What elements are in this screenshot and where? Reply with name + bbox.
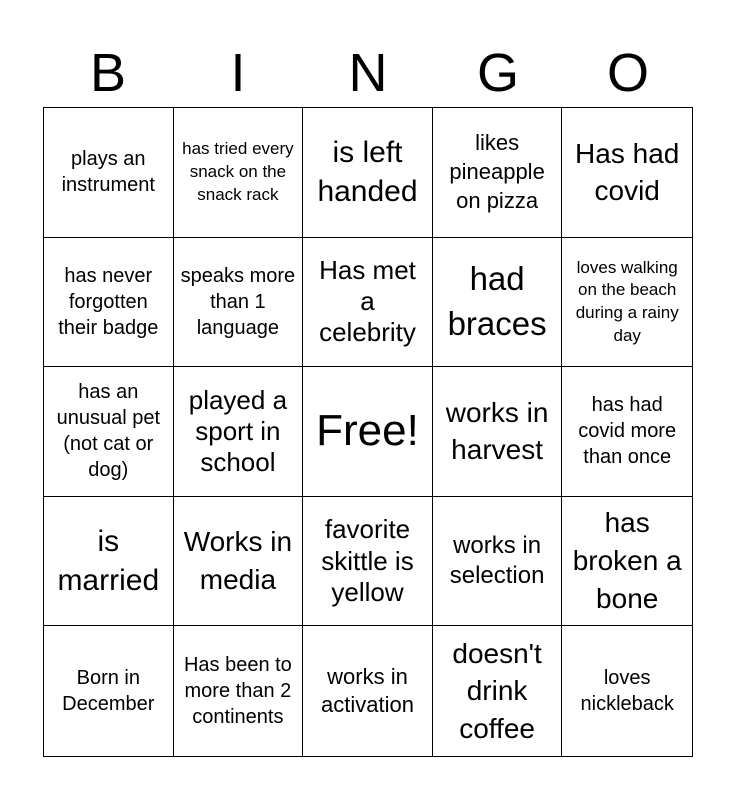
square-text: Has been to more than 2 continents bbox=[183, 654, 292, 729]
square-text: played a sport in school bbox=[188, 384, 288, 478]
bingo-card bbox=[43, 107, 693, 757]
square-text: likes pineapple on pizza bbox=[449, 130, 545, 213]
bingo-square[interactable] bbox=[562, 367, 692, 497]
square-text: Has had covid bbox=[575, 137, 680, 207]
square-text: loves walking on the beach during a rainy day bbox=[575, 257, 679, 345]
square-text: works in activation bbox=[321, 663, 414, 718]
bingo-square[interactable] bbox=[174, 108, 304, 238]
bingo-square[interactable] bbox=[562, 238, 692, 368]
bingo-square[interactable] bbox=[44, 108, 174, 238]
square-text: has an unusual pet (not cat or dog) bbox=[56, 381, 160, 482]
bingo-square[interactable] bbox=[174, 367, 304, 497]
bingo-square[interactable] bbox=[303, 108, 433, 238]
square-text: works in selection bbox=[449, 532, 545, 590]
header-letter-o: O bbox=[606, 43, 649, 103]
square-text: doesn't drink coffee bbox=[452, 637, 542, 745]
square-text: loves nickleback bbox=[580, 667, 674, 716]
bingo-square[interactable] bbox=[433, 367, 563, 497]
square-text: has had covid more than once bbox=[578, 394, 677, 469]
bingo-square[interactable] bbox=[44, 626, 174, 756]
square-text: speaks more than 1 language bbox=[180, 264, 296, 339]
square-text: had braces bbox=[447, 260, 547, 342]
header-letter-i: I bbox=[230, 43, 246, 103]
header-letter-n: N bbox=[348, 43, 388, 103]
bingo-square[interactable] bbox=[174, 238, 304, 368]
square-text: Free! bbox=[316, 406, 419, 456]
bingo-square[interactable] bbox=[433, 497, 563, 627]
bingo-header bbox=[43, 40, 693, 106]
square-text: has never forgotten their badge bbox=[58, 264, 159, 339]
square-text: works in harvest bbox=[445, 396, 549, 466]
square-text: Born in December bbox=[62, 667, 155, 716]
bingo-square[interactable] bbox=[174, 497, 304, 627]
bingo-square[interactable] bbox=[562, 108, 692, 238]
header-letter-g: G bbox=[476, 43, 519, 103]
free-square[interactable] bbox=[303, 367, 433, 497]
header-letter-b: B bbox=[89, 43, 127, 103]
bingo-square[interactable] bbox=[44, 367, 174, 497]
bingo-square[interactable] bbox=[562, 497, 692, 627]
bingo-square[interactable] bbox=[303, 238, 433, 368]
square-text: favorite skittle is yellow bbox=[321, 514, 414, 607]
square-text: has broken a bone bbox=[572, 507, 682, 614]
bingo-square[interactable] bbox=[44, 238, 174, 368]
square-text: is married bbox=[57, 525, 160, 598]
bingo-square[interactable] bbox=[433, 108, 563, 238]
square-text: Has met a celebrity bbox=[319, 255, 416, 348]
bingo-square[interactable] bbox=[303, 626, 433, 756]
bingo-square[interactable] bbox=[433, 238, 563, 368]
square-text: is left handed bbox=[317, 136, 418, 209]
bingo-square[interactable] bbox=[562, 626, 692, 756]
square-text: has tried every snack on the snack rack bbox=[182, 139, 294, 204]
bingo-square[interactable] bbox=[174, 626, 304, 756]
square-text: Works in media bbox=[183, 526, 293, 596]
square-text: plays an instrument bbox=[61, 148, 155, 197]
bingo-square[interactable] bbox=[44, 497, 174, 627]
bingo-square[interactable] bbox=[303, 497, 433, 627]
bingo-square[interactable] bbox=[433, 626, 563, 756]
